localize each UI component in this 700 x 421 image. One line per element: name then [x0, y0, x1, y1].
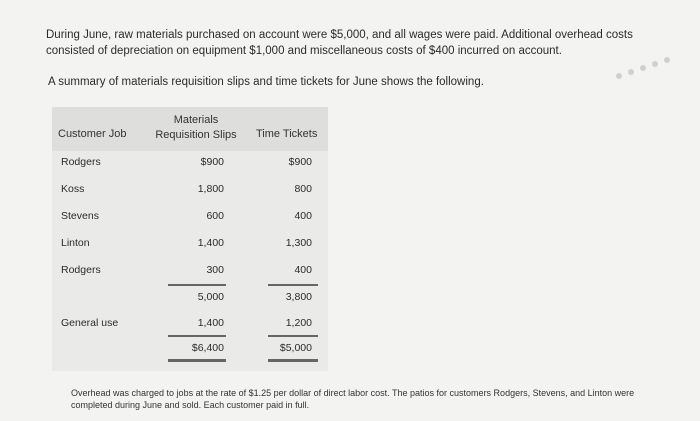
row-job: Stevens — [61, 210, 99, 222]
row-time: 1,300 — [285, 237, 312, 249]
footer-note: Overhead was charged to jobs at the rate of $1.25 per dollar of direct labor cost. The patios for customers Rodgers, Stevens, and Linton were completed during June and sold. Each customer paid in full. — [71, 388, 635, 410]
row-job: Linton — [61, 237, 90, 249]
row-job: Koss — [61, 183, 85, 195]
table-row — [52, 183, 328, 199]
header-time-tickets: Time Tickets — [256, 128, 318, 140]
dot-decoration — [664, 57, 670, 63]
table-header — [52, 107, 328, 151]
row-time: 800 — [294, 183, 312, 195]
row-time: $900 — [288, 156, 312, 168]
row-materials: 1,400 — [197, 317, 224, 329]
header-customer-job: Customer Job — [58, 128, 127, 140]
dot-decoration — [640, 65, 646, 71]
row-job: General use — [61, 317, 119, 329]
row-time: 3,800 — [285, 291, 312, 303]
row-materials: 300 — [206, 264, 224, 276]
decorative-dots — [614, 47, 694, 87]
row-materials: 5,000 — [197, 291, 224, 303]
row-job: Rodgers — [61, 156, 101, 168]
double-rule-materials — [168, 359, 226, 362]
row-time: $5,000 — [279, 342, 312, 354]
row-materials: 1,400 — [197, 237, 224, 249]
summary-table — [52, 107, 328, 371]
summary-sentence: A summary of materials requisition slips and time tickets for June shows the following. — [48, 76, 484, 88]
subtotal-rule-materials — [168, 284, 226, 286]
subtotal-rule-time — [268, 284, 318, 286]
row-time: 400 — [294, 264, 312, 276]
row-materials: 600 — [206, 210, 224, 222]
intro-paragraph: During June, raw materials purchased on account were $5,000, and all wages were paid. Additional overhead costs consisted of depreciation on equipment $1,000 and miscellaneous costs of $400 incurred on account. — [46, 29, 633, 57]
header-materials: Materials Requisition Slips — [155, 114, 237, 141]
row-materials: $900 — [200, 156, 224, 168]
table-row — [52, 317, 328, 333]
dot-decoration — [616, 73, 622, 79]
total-rule-time — [268, 335, 318, 337]
row-time: 1,200 — [285, 317, 312, 329]
row-materials: $6,400 — [191, 342, 224, 354]
dot-decoration — [628, 69, 634, 75]
row-time: 400 — [294, 210, 312, 222]
dot-decoration — [652, 61, 658, 67]
table-row — [52, 210, 328, 226]
table-row — [52, 264, 328, 280]
row-materials: 1,800 — [197, 183, 224, 195]
table-row-subtotal — [52, 291, 328, 307]
row-job: Rodgers — [61, 264, 101, 276]
total-rule-materials — [168, 335, 226, 337]
table-row-total — [52, 342, 328, 358]
table-row — [52, 237, 328, 253]
table-row — [52, 156, 328, 172]
double-rule-time — [268, 359, 318, 362]
